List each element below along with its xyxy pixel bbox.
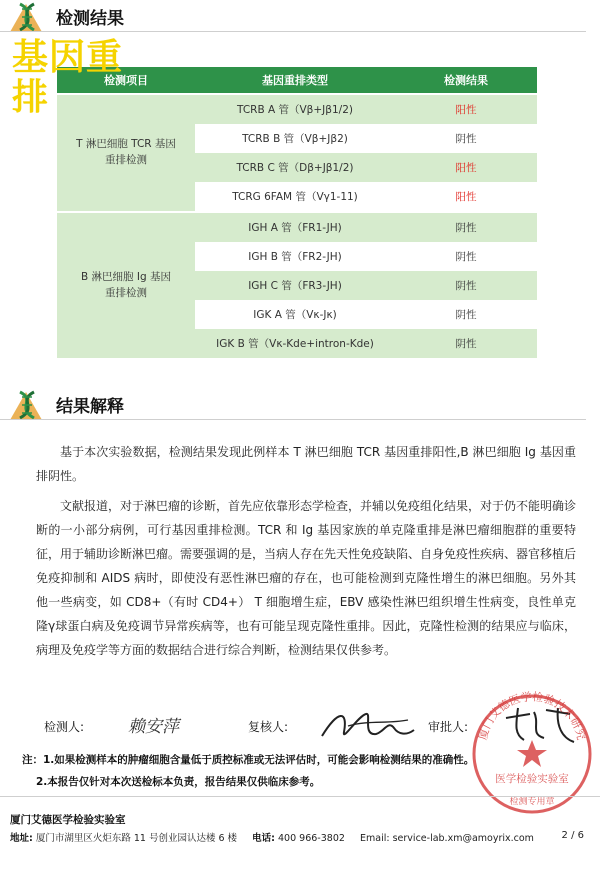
official-stamp — [468, 690, 596, 818]
report-notes — [22, 749, 474, 793]
result-value: 阴性 — [455, 280, 477, 292]
dna-logo-icon — [8, 388, 48, 422]
address-label: 地址: — [10, 833, 33, 844]
section-title-results: 检测结果 — [56, 9, 124, 29]
tester-signature: 赖安萍 — [128, 717, 179, 737]
note-1: 注：1.如果检测样本的肿瘤细胞含量低于质控标准或无法评估时，可能会影响检测结果的准确性。 — [22, 754, 475, 766]
column-header-item: 检测项目 — [104, 74, 148, 87]
rearrangement-type: TCRG 6FAM 管（Vγ1-11) — [232, 191, 358, 203]
email-label: Email: — [360, 833, 390, 844]
phone-value: 400 966-3802 — [278, 833, 345, 844]
table-row — [195, 95, 537, 124]
rearrangement-type: TCRB A 管（Vβ+Jβ1/2) — [237, 104, 353, 116]
company-name: 厦门艾德医学检验实验室 — [10, 814, 126, 826]
dna-logo-icon — [8, 0, 48, 34]
result-value: 阴性 — [455, 309, 477, 321]
table-row — [195, 242, 537, 271]
interpretation-paragraph-1: 基于本次实验数据，检测结果发现此例样本 T 淋巴细胞 TCR 基因重排阳性,B 淋巴细胞 Ig 基因重排阴性。 — [36, 445, 576, 483]
footer-contact — [10, 830, 595, 844]
overlay-caption — [12, 38, 162, 119]
result-value: 阴性 — [455, 338, 477, 350]
section-divider — [0, 419, 586, 420]
section-header-results — [0, 0, 600, 34]
address-value: 厦门市湖里区火炬东路 11 号创业园认达楼 6 楼 — [35, 833, 238, 844]
reviewer-signature — [318, 706, 418, 746]
phone-label: 电话: — [252, 833, 275, 844]
svg-text:厦门艾德医学检验技术研究 — [476, 690, 588, 741]
table-row — [195, 124, 537, 153]
email-value: service-lab.xm@amoyrix.com — [392, 833, 534, 844]
result-value: 阳性 — [455, 104, 477, 116]
result-value: 阴性 — [455, 133, 477, 145]
table-group-ig — [57, 211, 537, 358]
table-row — [195, 300, 537, 329]
result-value: 阳性 — [455, 191, 477, 203]
rearrangement-type: IGK A 管（Vκ-Jκ) — [253, 309, 337, 321]
group-label-ig: B 淋巴细胞 Ig 基因 重排检测 — [57, 213, 195, 358]
rearrangement-type: IGH C 管（FR3-JH) — [248, 280, 342, 292]
rearrangement-type: IGK B 管（Vκ-Kde+intron-Kde) — [216, 338, 374, 350]
rearrangement-type: IGH B 管（FR2-JH) — [248, 251, 342, 263]
tester-label: 检测人: — [44, 720, 85, 734]
table-row — [195, 271, 537, 300]
table-row — [195, 153, 537, 182]
table-row — [195, 182, 537, 211]
section-header-interpretation — [0, 388, 600, 422]
footer-divider — [0, 796, 600, 797]
overlay-line-1: 基因重 — [12, 37, 124, 78]
section-title-interpretation: 结果解释 — [56, 397, 124, 417]
stamp-top-text: 厦门艾德医学检验技术研究 — [476, 690, 588, 742]
group-label-tcr: T 淋巴细胞 TCR 基因 重排检测 — [57, 95, 195, 211]
rearrangement-type: TCRB B 管（Vβ+Jβ2) — [242, 133, 348, 145]
overlay-line-2: 排 — [12, 77, 50, 119]
page-number: 2 / 6 — [561, 830, 584, 841]
stamp-star-icon — [517, 740, 547, 767]
reviewer-label: 复核人: — [248, 720, 289, 734]
note-2: 2.本报告仅针对本次送检标本负责，报告结果仅供临床参考。 — [36, 776, 321, 788]
result-value: 阴性 — [455, 222, 477, 234]
table-row — [195, 329, 537, 358]
rearrangement-type: TCRB C 管（Dβ+Jβ1/2) — [236, 162, 354, 174]
rearrangement-type: IGH A 管（FR1-JH) — [248, 222, 342, 234]
column-header-type: 基因重排类型 — [262, 74, 328, 87]
result-value: 阳性 — [455, 162, 477, 174]
stamp-middle-text: 医学检验实验室 — [495, 773, 569, 785]
table-row — [195, 213, 537, 242]
section-divider — [0, 31, 586, 32]
interpretation-paragraph-2: 文献报道，对于淋巴瘤的诊断，首先应依靠形态学检查，并辅以免疫组化结果，对于仍不能明确诊断的一小部分病例，可行基因重排检测。TCR 和 Ig 基因家族的单克隆重排是淋巴瘤细胞群的重要特征，用于辅助诊断淋巴瘤。需要强调的是，当病人存在先天性免疫缺陷、自身免疫性疾病、器官移植后免疫抑制和 AIDS 病时，即使没有恶性淋巴瘤的存在，也可能检测到克隆性增生的淋巴细胞。另外其他一些病变，如 CD8+（有时 CD4+） T 细胞增生症，EBV 感染性淋巴组织增生性病变，良性单克隆γ球蛋白病及免疫调节异常疾病等，也有可能呈现克隆性重排。因此，克隆性检测的结果应与临床，病理及免疫学等方面的数据结合进行综合判断，检测结果仅供参考。 — [36, 499, 577, 657]
approver-label: 审批人: — [428, 720, 469, 734]
result-value: 阴性 — [455, 251, 477, 263]
stamp-bottom-text: 检测专用章 — [509, 797, 555, 807]
column-header-result: 检测结果 — [444, 74, 488, 87]
